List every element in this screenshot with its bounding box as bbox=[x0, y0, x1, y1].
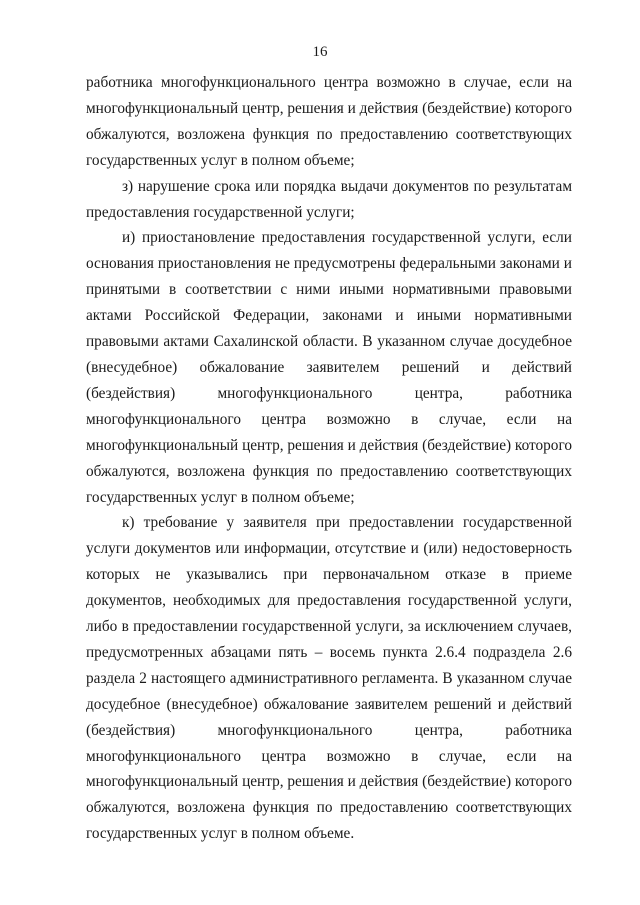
paragraph-continuation: работника многофункционального центра возможно в случае, если на многофункциональный центр, решения и действия (бездействие) которого обжалуются, возложена функция по предоставлению соответствующих государственных услуг в полном объеме; bbox=[86, 74, 572, 169]
page-number: 16 bbox=[312, 44, 328, 60]
paragraph-item-z: з) нарушение срока или порядка выдачи документов по результатам предоставления государственной услуги; bbox=[86, 177, 572, 221]
document-body bbox=[86, 70, 572, 847]
paragraph-item-k: к) требование у заявителя при предоставлении государственной услуги документов или информации, отсутствие и (или) недостоверность которых не указывались при первоначальном отказе в приеме документов, необходимых для предоставления государственной услуги, либо в предоставлении государственной услуги, за исключением случаев, предусмотренных абзацами пять – восемь пункта 2.6.4 подраздела 2.6 раздела 2 настоящего административного регламента. В указанном случае досудебное (внесудебное) обжалование заявителем решений и действий (бездействия) многофункционального центра, работника многофункционального центра возможно в случае, если на многофункциональный центр, решения и действия (бездействие) которого обжалуются, возложена функция по предоставлению соответствующих государственных услуг в полном объеме. bbox=[86, 514, 572, 843]
paragraph-item-i: и) приостановление предоставления государственной услуги, если основания приостановления не предусмотрены федеральными законами и принятыми в соответствии с ними иными нормативными правовыми актами Российской Федерации, законами и иными нормативными правовыми актами Сахалинской области. В указанном случае досудебное (внесудебное) обжалование заявителем решений и действий (бездействия) многофункционального центра, работника многофункционального центра возможно в случае, если на многофункциональный центр, решения и действия (бездействие) которого обжалуются, возложена функция по предоставлению соответствующих государственных услуг в полном объеме; bbox=[86, 229, 572, 506]
